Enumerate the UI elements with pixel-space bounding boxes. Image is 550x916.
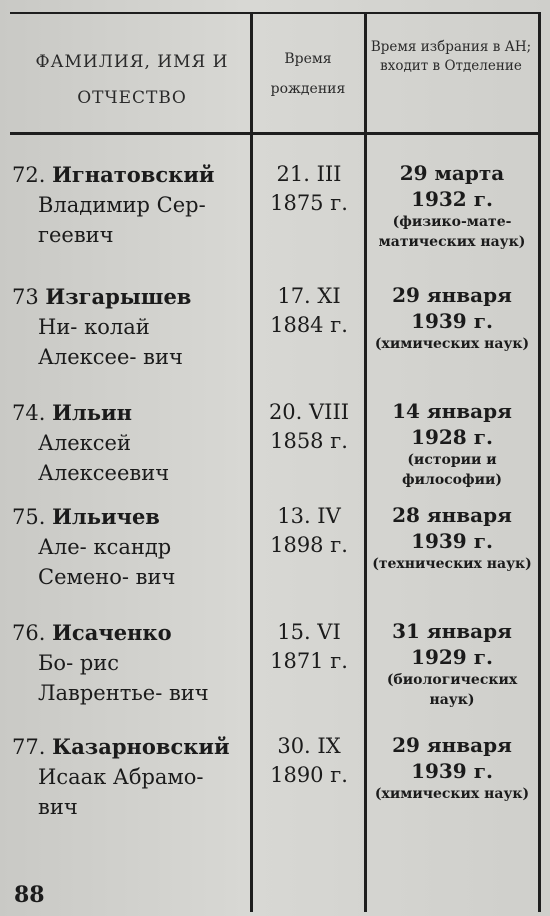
department: (физико-мате- матических наук) [378, 214, 526, 250]
member-name [12, 398, 248, 488]
member-surname: Ильичев [52, 504, 160, 529]
election-info [366, 282, 538, 354]
election-info [366, 502, 538, 574]
election-year: 1939 г. [411, 309, 493, 333]
election-year: 1928 г. [411, 425, 493, 449]
entry-number: 72. [12, 163, 46, 187]
election-year: 1939 г. [411, 529, 493, 553]
election-year: 1929 г. [411, 645, 493, 669]
election-year: 1932 г. [411, 187, 493, 211]
entry-number: 73 [12, 285, 39, 309]
election-date: 14 января [392, 399, 512, 423]
election-info [366, 398, 538, 490]
birth-date: 15. VI 1871 г. [270, 620, 348, 673]
member-given-names: Ни- колай Алексее- вич [38, 315, 183, 369]
member-name [12, 732, 248, 822]
birth-date: 21. III 1875 г. [270, 162, 348, 215]
member-name [12, 282, 248, 372]
election-date: 31 января [392, 619, 512, 643]
election-date: 29 января [392, 733, 512, 757]
column-divider-3 [538, 12, 541, 912]
election-date: 28 января [392, 503, 512, 527]
page-number: 88 [14, 882, 45, 908]
birth-date: 13. IV 1898 г. [270, 504, 348, 557]
election-info [366, 618, 538, 710]
entry-number: 75. [12, 505, 46, 529]
member-surname: Игнатовский [52, 162, 215, 187]
member-surname: Изгарышев [45, 284, 192, 309]
election-info [366, 732, 538, 804]
member-given-names: Владимир Сер- геевич [38, 193, 206, 247]
header-name-column: ФАМИЛИЯ, ИМЯ И ОТЧЕСТВО [35, 52, 229, 108]
department: (химических наук) [374, 786, 530, 802]
member-surname: Ильин [52, 400, 132, 425]
election-year: 1939 г. [411, 759, 493, 783]
entry-number: 76. [12, 621, 46, 645]
department: (истории и философии) [401, 452, 503, 488]
birth-date: 20. VIII 1858 г. [268, 400, 350, 453]
birth-date: 17. XI 1884 г. [270, 284, 348, 337]
header-birth-column: Время рождения [270, 51, 346, 97]
election-date: 29 марта [399, 161, 505, 185]
header-rule [10, 132, 538, 135]
entry-number: 77. [12, 735, 46, 759]
header-election-column: Время избрания в АН; входит в Отделение [370, 39, 532, 74]
member-name [12, 618, 248, 708]
department: (технических наук) [372, 556, 532, 572]
member-given-names: Исаак Абрамо- вич [38, 765, 204, 819]
top-rule [10, 12, 538, 14]
member-name [12, 502, 248, 592]
election-info [366, 160, 538, 252]
department: (биологических наук) [386, 672, 518, 708]
election-date: 29 января [392, 283, 512, 307]
member-given-names: Алексей Алексеевич [38, 431, 170, 485]
member-given-names: Бо- рис Лаврентье- вич [38, 651, 209, 705]
member-surname: Исаченко [52, 620, 172, 645]
column-divider-1 [250, 12, 253, 912]
birth-date: 30. IX 1890 г. [270, 734, 348, 787]
member-surname: Казарновский [52, 734, 230, 759]
member-given-names: Але- ксандр Семено- вич [38, 535, 176, 589]
department: (химических наук) [374, 336, 530, 352]
entry-number: 74. [12, 401, 46, 425]
member-name [12, 160, 248, 250]
